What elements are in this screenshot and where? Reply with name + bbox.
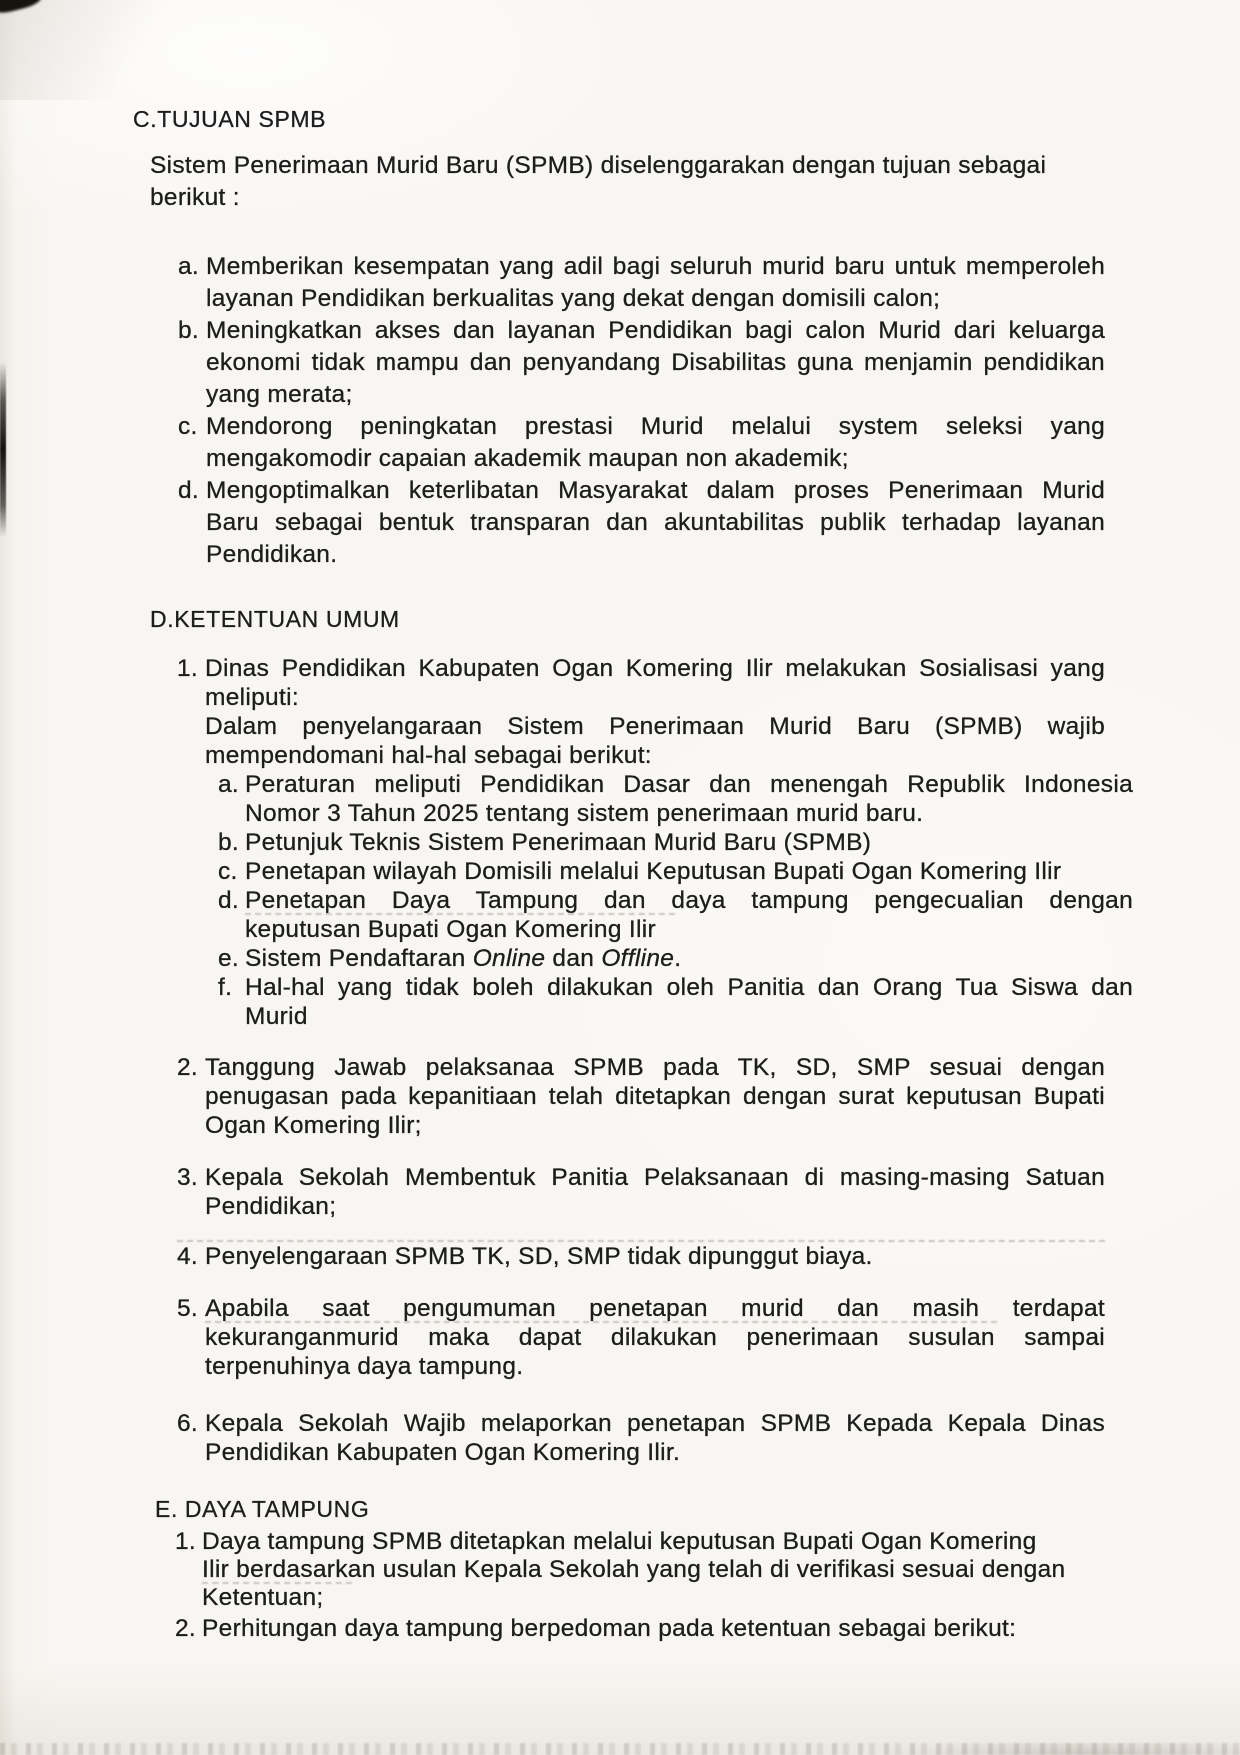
text-segment: . [674, 945, 682, 972]
section-tujuan-spmb [133, 103, 1240, 571]
text-line: Apabila saat pengumuman penetapan murid dan masih terdapat [205, 1295, 1105, 1322]
list-marker: c. [178, 413, 198, 440]
list-marker: a. [218, 771, 240, 798]
text-line: Daya tampung SPMB ditetapkan melalui keputusan Bupati Ogan Komering [202, 1528, 1037, 1555]
scan-bottom-shade [0, 1665, 1240, 1755]
text-line: mempendomani hal-hal sebagai berikut: [205, 742, 652, 769]
list-marker: f. [218, 974, 233, 1001]
text-line: Pendidikan. [206, 541, 338, 568]
list-marker: 2. [177, 1054, 199, 1081]
text-line: Mengoptimalkan keterlibatan Masyarakat dalam proses Penerimaan Murid [206, 477, 1105, 504]
text-line: Penetapan wilayah Domisili melalui Keputusan Bupati Ogan Komering Ilir [245, 858, 1062, 885]
text-line: meliputi: [205, 684, 299, 711]
sublist-item-d [218, 886, 1133, 944]
text-line: Kepala Sekolah Membentuk Panitia Pelaksanaan di masing-masing Satuan [205, 1164, 1105, 1191]
list-marker: d. [218, 887, 240, 914]
text-line: Sistem Penerimaan Murid Baru (SPMB) diselenggarakan dengan tujuan sebagai [150, 152, 1047, 179]
text-line: kekuranganmurid maka dapat dilakukan penerimaan susulan sampai [205, 1324, 1105, 1351]
sublist-item-b [218, 828, 1133, 857]
text-segment: dan [545, 945, 602, 972]
text-line: Dalam penyelangaraan Sistem Penerimaan Murid Baru (SPMB) wajib [205, 713, 1105, 740]
list-marker: c. [218, 858, 238, 885]
tujuan-list [178, 251, 1240, 571]
text-line: Penetapan Daya Tampung dan daya tampung pengecualian dengan [245, 887, 1133, 914]
text-line: berikut : [150, 184, 240, 211]
list-item-5 [177, 1294, 1105, 1381]
list-item-d [178, 475, 1105, 571]
list-item-2 [177, 1053, 1105, 1140]
text-line: Perhitungan daya tampung berpedoman pada ketentuan sebagai berikut: [202, 1615, 1017, 1642]
list-item-2 [175, 1615, 1128, 1643]
text-line: Petunjuk Teknis Sistem Penerimaan Murid Baru (SPMB) [245, 829, 872, 856]
text-line: Pendidikan; [205, 1193, 337, 1220]
intro-paragraph [150, 150, 1105, 214]
text-line: terpenuhinya daya tampung. [205, 1353, 524, 1380]
section-c-heading: C.TUJUAN SPMB [133, 106, 327, 132]
italic-online: Online [472, 945, 546, 972]
text-line: Baru sebagai bentuk transparan dan akuntabilitas publik terhadap layanan [206, 509, 1105, 536]
list-marker: e. [218, 945, 240, 972]
list-marker: 3. [177, 1164, 199, 1191]
list-item-6 [177, 1409, 1105, 1467]
text-line: Meningkatkan akses dan layanan Pendidikan bagi calon Murid dari keluarga [206, 317, 1105, 344]
list-marker: 4. [177, 1243, 199, 1270]
list-marker: 5. [177, 1295, 199, 1322]
list-marker: b. [218, 829, 240, 856]
text-line: Murid [245, 1003, 308, 1030]
list-marker: d. [178, 477, 200, 504]
list-item-1 [177, 654, 1133, 1031]
ketentuan-sublist [218, 770, 1133, 1031]
list-marker: 1. [175, 1528, 197, 1555]
list-marker: 6. [177, 1410, 199, 1437]
list-marker: b. [178, 317, 200, 344]
text-line: Ilir berdasarkan usulan Kepala Sekolah yang telah di verifikasi sesuai dengan [202, 1556, 1066, 1583]
text-line: yang merata; [206, 381, 353, 408]
text-line: Mendorong peningkatan prestasi Murid melalui system seleksi yang [206, 413, 1105, 440]
text-line: Dinas Pendidikan Kabupaten Ogan Komering Ilir melakukan Sosialisasi yang [205, 655, 1105, 682]
sublist-item-f [218, 973, 1133, 1031]
list-item-3 [177, 1163, 1105, 1221]
section-daya-tampung [155, 1495, 1240, 1643]
list-item-a [178, 251, 1105, 315]
list-marker: 2. [175, 1615, 197, 1642]
sublist-item-e [218, 944, 1133, 973]
text-line: keputusan Bupati Ogan Komering Ilir [245, 915, 1133, 944]
text-line: Pendidikan Kabupaten Ogan Komering Ilir. [205, 1439, 681, 1466]
text-line: Nomor 3 Tahun 2025 tentang sistem penerimaan murid baru. [245, 800, 924, 827]
text-line: mengakomodir capaian akademik maupan non akademik; [206, 445, 849, 472]
list-item-1 [175, 1528, 1128, 1612]
list-marker: a. [178, 253, 200, 280]
text-line: Hal-hal yang tidak boleh dilakukan oleh Panitia dan Orang Tua Siswa dan [245, 974, 1133, 1001]
text-line [245, 944, 1133, 973]
text-segment: Sistem Pendaftaran [245, 945, 473, 972]
section-ketentuan-umum [150, 605, 1240, 1467]
list-item-4 [177, 1242, 1105, 1271]
text-line: Penyelengaraan SPMB TK, SD, SMP tidak dipunggut biaya. [205, 1242, 1105, 1271]
italic-offline: Offline [601, 945, 675, 972]
section-d-heading: D.KETENTUAN UMUM [150, 606, 400, 632]
text-line: Memberikan kesempatan yang adil bagi seluruh murid baru untuk memperoleh [206, 253, 1105, 280]
daya-tampung-list [175, 1528, 1240, 1643]
list-marker: 1. [177, 655, 199, 682]
text-line: layanan Pendidikan berkualitas yang dekat dengan domisili calon; [206, 285, 941, 312]
text-line: Kepala Sekolah Wajib melaporkan penetapan SPMB Kepada Kepala Dinas [205, 1410, 1105, 1437]
sublist-item-a [218, 770, 1133, 828]
scan-bottom-edge [0, 1743, 1240, 1755]
section-e-heading: E. DAYA TAMPUNG [155, 1496, 370, 1522]
text-line: Ogan Komering Ilir; [205, 1112, 422, 1139]
text-line: Tanggung Jawab pelaksanaa SPMB pada TK, SD, SMP sesuai dengan [205, 1054, 1105, 1081]
text-line: Peraturan meliputi Pendidikan Dasar dan menengah Republik Indonesia [245, 771, 1133, 798]
list-item-b [178, 315, 1105, 411]
text-line: penugasan pada kepanitiaan telah ditetapkan dengan surat keputusan Bupati [205, 1083, 1105, 1110]
list-item-c [178, 411, 1105, 475]
ketentuan-list [177, 654, 1240, 1467]
text-line: Ketentuan; [202, 1584, 1128, 1612]
text-line: ekonomi tidak mampu dan penyandang Disabilitas guna menjamin pendidikan [206, 349, 1105, 376]
sublist-item-c [218, 857, 1133, 886]
